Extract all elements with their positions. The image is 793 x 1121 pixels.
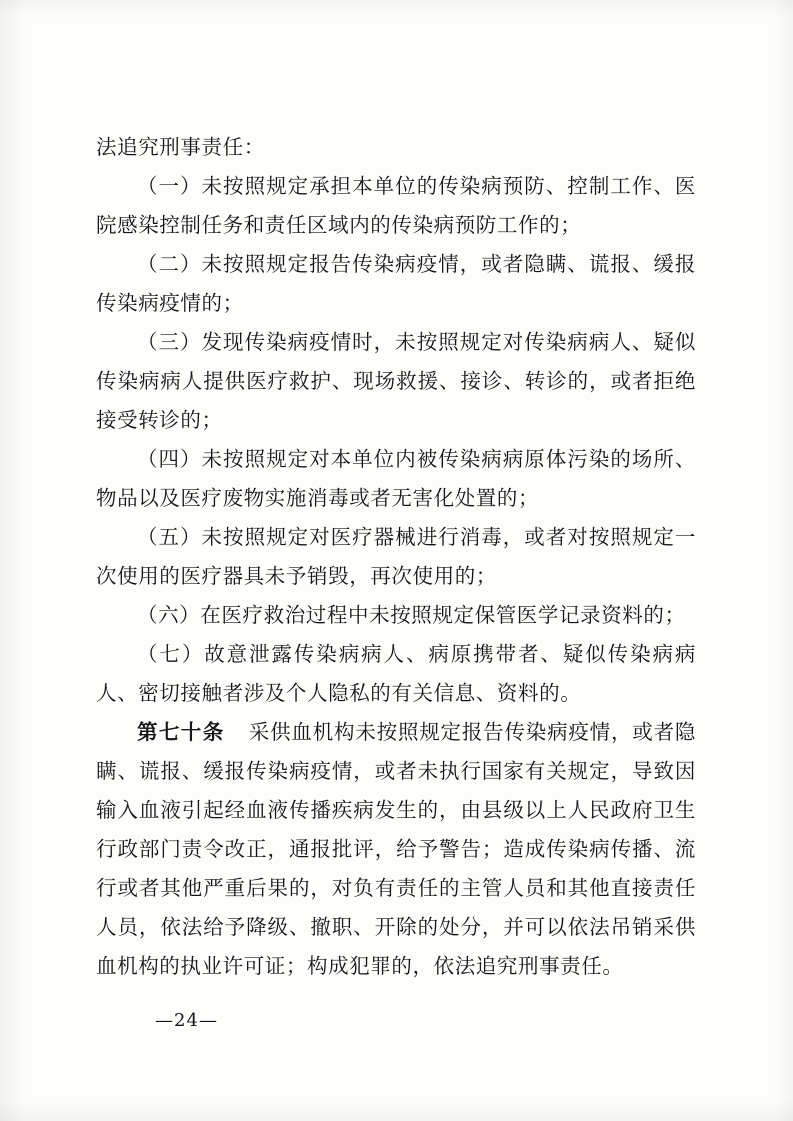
list-item-1: （一）未按照规定承担本单位的传染病预防、控制工作、医院感染控制任务和责任区域内的传染病预防工作的；: [96, 174, 696, 237]
page-edge-shadow-right: [773, 0, 793, 1121]
list-item-4: （四）未按照规定对本单位内被传染病病原体污染的场所、物品以及医疗废物实施消毒或者无害化处置的；: [96, 447, 696, 510]
list-item-5: （五）未按照规定对医疗器械进行消毒，或者对按照规定一次使用的医疗器具未予销毁，再次使用的；: [96, 525, 696, 588]
paragraph-continuation: 法追究刑事责任：: [96, 135, 265, 159]
list-item-3: （三）发现传染病疫情时，未按照规定对传染病病人、疑似传染病病人提供医疗救护、现场救援、接诊、转诊的，或者拒绝接受转诊的；: [96, 330, 696, 432]
article-text: 采供血机构未按照规定报告传染病疫情，或者隐瞒、谎报、缓报传染病疫情，或者未执行国家有关规定，导致因输入血液引起经血液传播疾病发生的，由县级以上人民政府卫生行政部门责令改正，通报批评，给予警告；造成传染病传播、流行或者其他严重后果的，对负有责任的主管人员和其他直接责任人员，依法给予降级、撤职、开除的处分，并可以依法吊销采供血机构的执业许可证；构成犯罪的，依法追究刑事责任。: [96, 720, 696, 978]
page-edge-shadow-left: [0, 0, 26, 1121]
article-number: 第七十条: [137, 720, 225, 744]
page-edge-shadow-top: [0, 0, 793, 18]
page-edge-shadow-bottom: [0, 1099, 793, 1121]
document-body: [96, 128, 696, 986]
list-item-7: （七）故意泄露传染病病人、病原携带者、疑似传染病病人、密切接触者涉及个人隐私的有关信息、资料的。: [96, 642, 696, 705]
page-number: —24—: [155, 1010, 218, 1031]
page-footer: [0, 1010, 793, 1031]
list-item-2: （二）未按照规定报告传染病疫情，或者隐瞒、谎报、缓报传染病疫情的；: [96, 252, 696, 315]
article-paragraph: [96, 713, 696, 986]
list-item-6: （六）在医疗救治过程中未按照规定保管医学记录资料的；: [137, 603, 686, 627]
